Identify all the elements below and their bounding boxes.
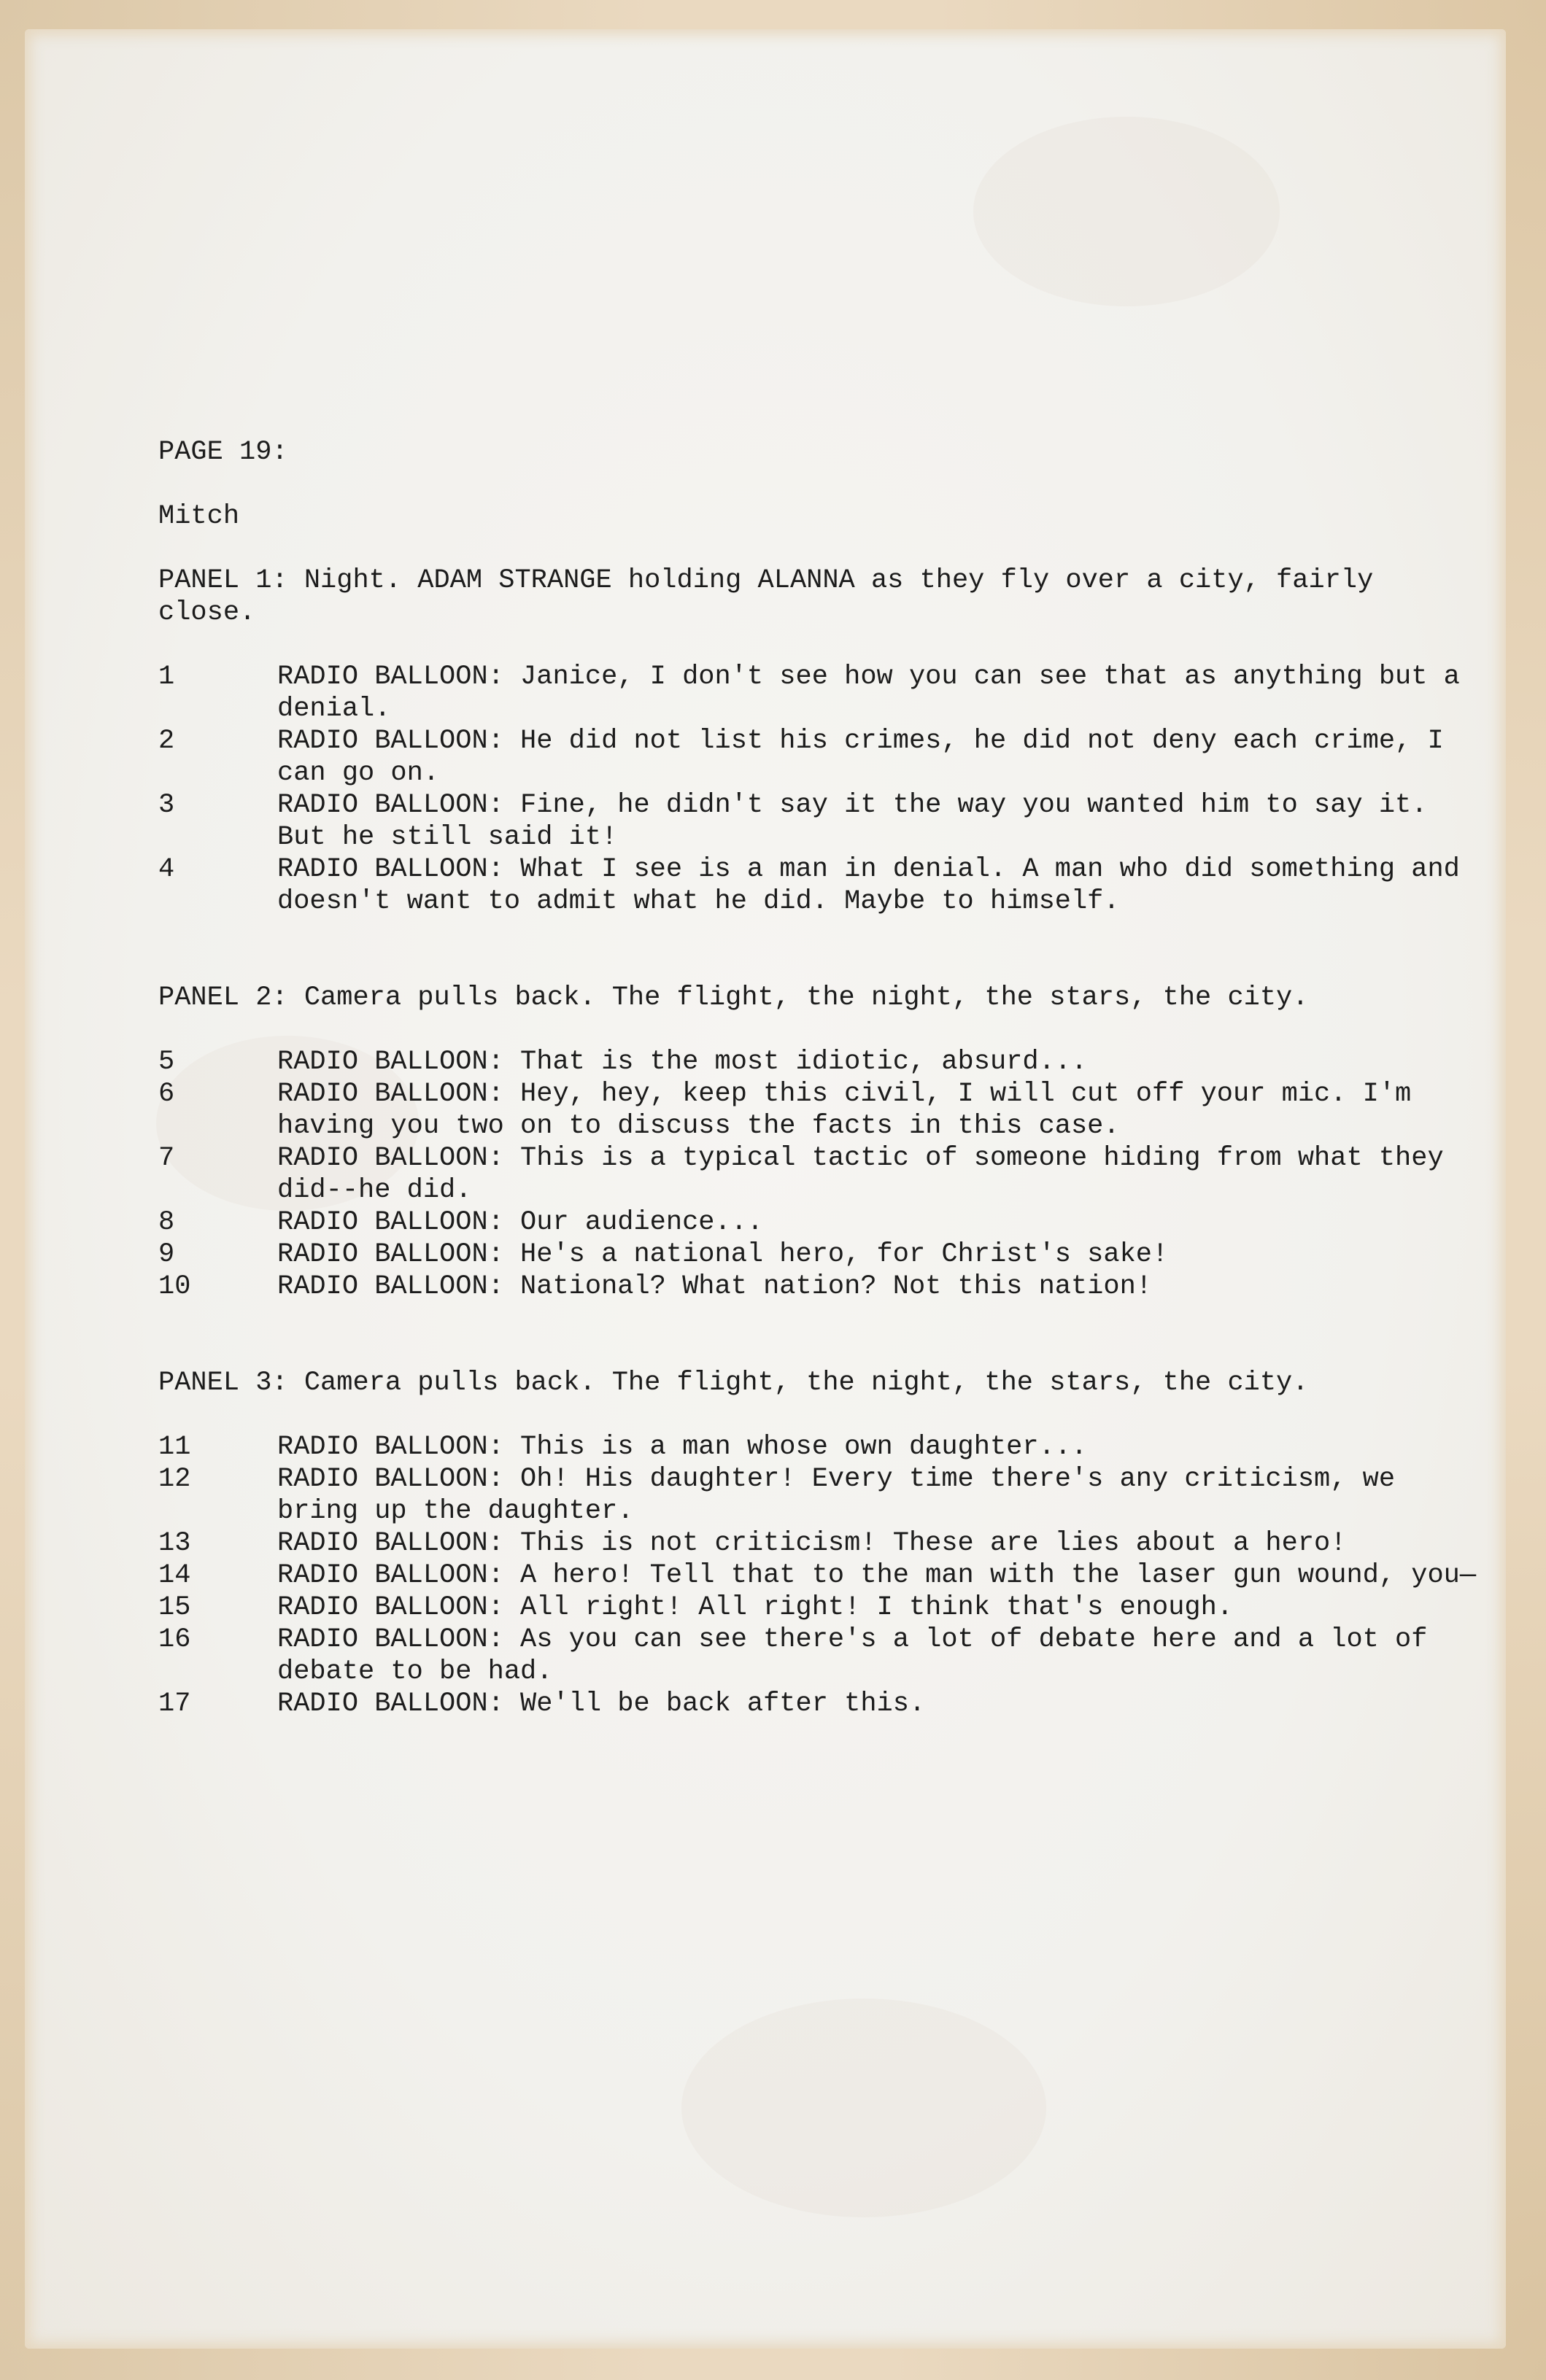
line-number: 6 bbox=[158, 1079, 175, 1109]
line-number: 7 bbox=[158, 1143, 175, 1174]
line-number: 2 bbox=[158, 726, 175, 756]
line-number: 13 bbox=[158, 1528, 191, 1559]
line-text: RADIO BALLOON: He did not list his crimes, he did not deny each crime, I can go on. bbox=[277, 726, 1444, 788]
panel-1-description: PANEL 1: Night. ADAM STRANGE holding ALANNA as they fly over a city, fairly close. bbox=[158, 565, 1390, 628]
line-number: 8 bbox=[158, 1207, 175, 1238]
script-line bbox=[158, 1271, 1486, 1303]
line-number: 14 bbox=[158, 1560, 191, 1591]
line-number: 17 bbox=[158, 1689, 191, 1719]
script-line bbox=[158, 1527, 1486, 1559]
line-text: RADIO BALLOON: He's a national hero, for Christ's sake! bbox=[277, 1239, 1169, 1270]
paper-stain bbox=[973, 117, 1280, 306]
script-line bbox=[158, 661, 1486, 725]
panel-1-lines bbox=[158, 661, 1486, 918]
paper-stain bbox=[681, 1999, 1046, 2217]
line-text: RADIO BALLOON: Fine, he didn't say it the way you wanted him to say it. But he still said it! bbox=[277, 790, 1428, 853]
script-line bbox=[158, 1624, 1486, 1688]
line-text: RADIO BALLOON: We'll be back after this. bbox=[277, 1689, 926, 1719]
line-text: RADIO BALLOON: National? What nation? Not this nation! bbox=[277, 1271, 1152, 1302]
panel-2-description: PANEL 2: Camera pulls back. The flight, the night, the stars, the city. bbox=[158, 982, 1309, 1013]
line-text: RADIO BALLOON: This is not criticism! These are lies about a hero! bbox=[277, 1528, 1347, 1559]
line-text: RADIO BALLOON: Janice, I don't see how you can see that as anything but a denial. bbox=[277, 662, 1460, 724]
line-number: 16 bbox=[158, 1624, 191, 1655]
line-text: RADIO BALLOON: Oh! His daughter! Every time there's any criticism, we bring up the daughter. bbox=[277, 1464, 1396, 1527]
author-name: Mitch bbox=[158, 501, 240, 532]
line-number: 12 bbox=[158, 1464, 191, 1495]
script-line bbox=[158, 1078, 1486, 1142]
panel-3-description: PANEL 3: Camera pulls back. The flight, the night, the stars, the city. bbox=[158, 1368, 1309, 1398]
script-line bbox=[158, 1463, 1486, 1527]
line-text: RADIO BALLOON: A hero! Tell that to the man with the laser gun wound, you— bbox=[277, 1560, 1477, 1591]
line-text: RADIO BALLOON: That is the most idiotic, absurd... bbox=[277, 1047, 1088, 1077]
script-line bbox=[158, 1206, 1486, 1239]
script-line bbox=[158, 1239, 1486, 1271]
script-line bbox=[158, 1559, 1486, 1592]
line-number: 10 bbox=[158, 1271, 191, 1302]
line-number: 9 bbox=[158, 1239, 175, 1270]
line-number: 5 bbox=[158, 1047, 175, 1077]
script-line bbox=[158, 1688, 1486, 1720]
line-number: 1 bbox=[158, 662, 175, 692]
script-line bbox=[158, 1431, 1486, 1463]
line-text: RADIO BALLOON: This is a man whose own daughter... bbox=[277, 1432, 1088, 1462]
page-heading: PAGE 19: bbox=[158, 437, 288, 468]
line-number: 11 bbox=[158, 1432, 191, 1462]
script-line bbox=[158, 853, 1486, 918]
script-line bbox=[158, 725, 1486, 789]
script-line bbox=[158, 1046, 1486, 1078]
panel-2-lines bbox=[158, 1046, 1486, 1303]
script-line bbox=[158, 1592, 1486, 1624]
line-text: RADIO BALLOON: What I see is a man in denial. A man who did something and doesn't want to admit what he did. Maybe to himself. bbox=[277, 854, 1460, 917]
panel-3-lines bbox=[158, 1431, 1486, 1720]
line-number: 4 bbox=[158, 854, 175, 885]
line-text: RADIO BALLOON: Our audience... bbox=[277, 1207, 764, 1238]
line-number: 3 bbox=[158, 790, 175, 821]
line-text: RADIO BALLOON: All right! All right! I think that's enough. bbox=[277, 1592, 1234, 1623]
line-text: RADIO BALLOON: As you can see there's a lot of debate here and a lot of debate to be had. bbox=[277, 1624, 1428, 1687]
script-content bbox=[158, 436, 1486, 1720]
script-line bbox=[158, 1142, 1486, 1206]
line-text: RADIO BALLOON: Hey, hey, keep this civil, I will cut off your mic. I'm having you two on to discuss the facts in this case. bbox=[277, 1079, 1412, 1141]
line-text: RADIO BALLOON: This is a typical tactic of someone hiding from what they did--he did. bbox=[277, 1143, 1444, 1206]
line-number: 15 bbox=[158, 1592, 191, 1623]
script-line bbox=[158, 789, 1486, 853]
